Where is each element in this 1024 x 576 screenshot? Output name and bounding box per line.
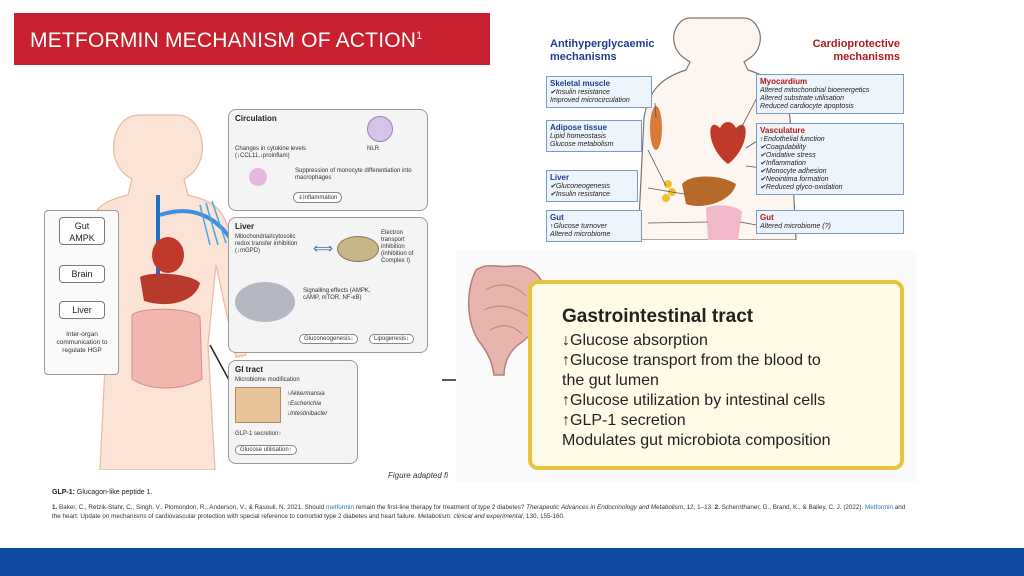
left-figure (40, 95, 432, 470)
box-myocardium: Myocardium Altered mitochondrial bioenergetics Altered substrate utilisation Reduced cardiocyte apoptosis (756, 74, 904, 114)
flow-caption: Inter-organ communication to regulate HGP (56, 331, 108, 354)
flow-brain: Brain (59, 265, 105, 283)
gi-line-4: ↑Glucose utilization by intestinal cells (562, 392, 826, 409)
title-banner (14, 13, 490, 65)
gi-line-2: ↑Glucose transport from the blood to (562, 352, 821, 369)
metformin-link[interactable]: metformin (325, 504, 354, 511)
heart-icon (152, 237, 184, 273)
abbreviation-note: GLP-1: Glucagon-like peptide 1. (52, 489, 153, 496)
gi-line-1: ↓Glucose absorption (562, 332, 708, 349)
metformin-link-2[interactable]: Metformin (865, 504, 894, 511)
box-gut-right: Gut Altered microbiome (?) (756, 210, 904, 234)
flow-liver: Liver (59, 301, 105, 319)
gi-tract-title: Gastrointestinal tract (562, 306, 754, 327)
box-vasculature: Vasculature ↑Endothelial function ✔Coagulability ✔Oxidative stress ✔Inflammation ✔Monocyte adhesion ✔Neointima formation ✔Reduced glyco-oxidation (756, 123, 904, 195)
gi-line-6: Modulates gut microbiota composition (562, 432, 831, 449)
flow-gut: Gut AMPK (59, 217, 105, 245)
heading-antihyperglycaemic: Antihyperglycaemic mechanisms (550, 38, 655, 63)
figure-caption: Figure adapted fi (388, 471, 449, 480)
monocyte-cell (249, 168, 267, 186)
nlr-cell (367, 116, 393, 142)
box-gut-left: Gut ↑Glucose turnover Altered microbiome (546, 210, 642, 242)
panel-gi-tract: GI tract Microbiome modification ↑Akkermansia ↑Escherichia ↓Intestinibacter GLP-1 secretion↑ Glucose utilisation↑ (228, 360, 358, 464)
box-liver: Liver ✔Gluconeogenesis ✔Insulin resistance (546, 170, 638, 202)
double-arrow-icon: ⟺ (313, 240, 334, 256)
mitochondrion-shape (337, 236, 379, 262)
cell-cluster (235, 282, 295, 322)
box-skeletal-muscle: Skeletal muscle ✔Insulin resistance Improved microcirculation (546, 76, 652, 108)
slide-title: METFORMIN MECHANISM OF ACTION$^1$ (30, 29, 423, 52)
intestine-shape (132, 309, 202, 388)
footer-bar (0, 548, 1024, 576)
panel-liver: Liver Mitochondrial/cytosolic redox transfer inhibition (↓mGPD) ⟺ Electron transport inhibition (inhibition of Complex I) Signalling effects (AMPK, cAMP, mTOR, NF-κB) Gluconeogenesis↓ Lipogenesis↓ (228, 217, 428, 353)
gi-tract-figure (456, 250, 916, 482)
intestine-shape (706, 205, 742, 240)
gi-line-5: ↑GLP-1 secretion (562, 412, 686, 429)
inter-organ-flow (44, 210, 119, 375)
right-top-figure (540, 8, 910, 240)
gi-tract-box (528, 280, 904, 470)
box-adipose-tissue: Adipose tissue Lipid homeostasis Glucose metabolism (546, 120, 642, 152)
references: 1. Baker, C., Retzik-Stahr, C., Singh, V., Plomondon, R., Anderson, V., & Rasouli, N. 2021. Should metformin remain the first-line therapy for treatment of type 2 diabetes? Therapeutic Advances in Endocrinology and Metabolism, 12, 1–13. 2. Schernthaner, G., Brand, K., & Bailey, C. J. (2022). Metformin and the heart: Update on mechanisms of cardiovascular protection with special reference to comorbid type 2 diabetes and heart failure. Metabolism: clinical and experimental, 130, 155-160. (52, 504, 906, 520)
microbiome-image (235, 387, 281, 423)
gi-line-3: the gut lumen (562, 372, 659, 389)
panel-circulation: Circulation Changes in cytokine levels (↓CCL11,↓proinflam) NLR Suppression of monocyte differentiation into macrophages ⇓Inflammation (228, 109, 428, 211)
heading-cardioprotective: Cardioprotective mechanisms (812, 38, 900, 63)
